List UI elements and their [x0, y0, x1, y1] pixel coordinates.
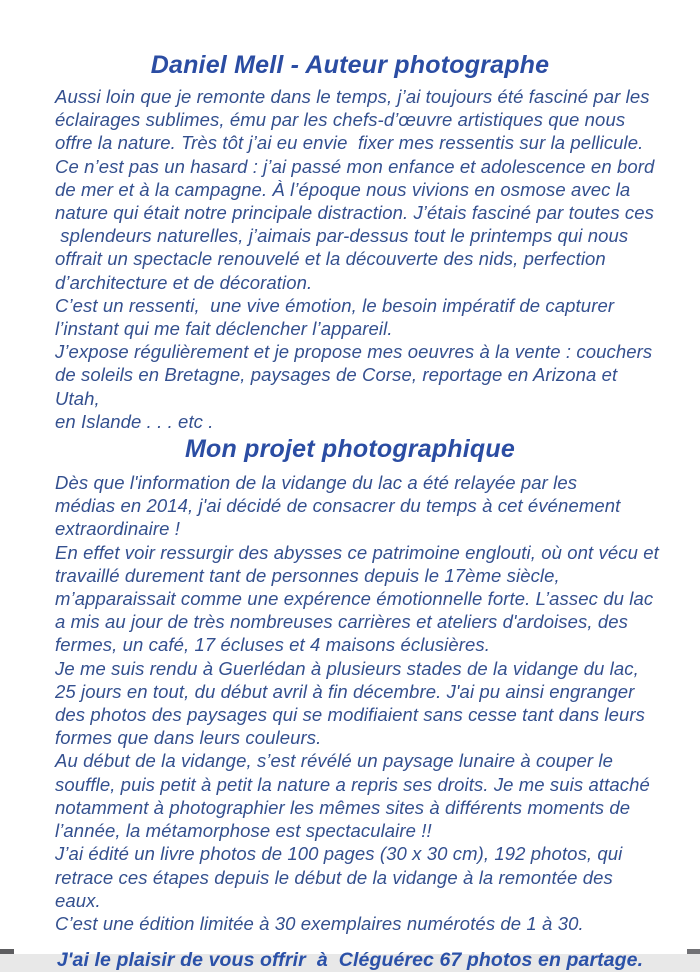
- text-line: en Islande . . . etc .: [55, 410, 214, 432]
- text-line: médias en 2014, j'ai décidé de consacrer du temps à cet événement: [55, 495, 621, 517]
- text-line: offre la nature. Très tôt j’ai eu envie fixer mes ressentis sur la pellicule.: [55, 132, 644, 154]
- text-line: éclairages sublimes, ému par les chefs-d’œuvre artistiques que nous: [55, 109, 626, 131]
- text-line: nature qui était notre principale distraction. J’étais fasciné par toutes ces: [55, 202, 654, 224]
- text-line: Aussi loin que je remonte dans le temps, j’ai toujours été fasciné par les: [55, 86, 650, 107]
- paragraph-photo-project: [0, 471, 700, 935]
- text-line: 25 jours en tout, du début avril à fin décembre. J'ai pu ainsi engranger: [55, 680, 635, 702]
- text-line: Ce n’est pas un hasard : j’ai passé mon enfance et adolescence en bord: [55, 155, 655, 177]
- closing-statement: J'ai le plaisir de vous offrir à Cléguérec 67 photos en partage.: [56, 949, 644, 972]
- page-title-author: Daniel Mell - Auteur photographe: [150, 51, 550, 79]
- text-line: Je me suis rendu à Guerlédan à plusieurs stades de la vidange du lac,: [55, 657, 639, 679]
- text-line: retrace ces étapes depuis le début de la vidange à la remontée des eaux.: [55, 866, 619, 911]
- section-heading-project: Mon projet photographique: [185, 435, 515, 464]
- text-line: fermes, un café, 17 écluses et 4 maisons éclusières.: [55, 634, 491, 656]
- text-line: de mer et à la campagne. À l’époque nous vivions en osmose avec la: [55, 178, 631, 200]
- text-line: extraordinaire !: [55, 518, 180, 540]
- text-line: formes que dans leurs couleurs.: [55, 727, 322, 749]
- text-line: m’apparaissait comme une expérence émotionnelle forte. L’assec du lac: [55, 588, 654, 610]
- text-line: J’ai édité un livre photos de 100 pages (30 x 30 cm), 192 photos, qui: [55, 843, 623, 865]
- text-line: Dès que l'information de la vidange du lac a été relayée par les: [55, 472, 578, 494]
- text-line: notamment à photographier les mêmes sites à différents moments de: [55, 796, 631, 818]
- text-line: travaillé durement tant de personnes depuis le 17ème siècle,: [55, 564, 560, 586]
- text-line: En effet voir ressurgir des abysses ce patrimoine englouti, où ont vécu et: [55, 541, 659, 563]
- text-line: Au début de la vidange, s’est révélé un paysage lunaire à couper le: [55, 750, 613, 772]
- text-line: d’architecture et de décoration.: [55, 271, 313, 293]
- text-line: a mis au jour de très nombreuses carrières et ateliers d'ardoises, des: [55, 611, 628, 633]
- text-line: des photos des paysages qui se modifiaient sans cesse tant dans leurs: [55, 704, 646, 726]
- paragraph-author-bio: [0, 85, 700, 433]
- text-line: J’expose régulièrement et je propose mes oeuvres à la vente : couchers: [55, 341, 653, 363]
- text-line: C’est un ressenti, une vive émotion, le besoin impératif de capturer: [55, 294, 615, 316]
- scan-artifact-bottom-left: [0, 949, 14, 954]
- text-line: offrait un spectacle renouvelé et la découverte des nids, perfection: [55, 248, 606, 270]
- text-line: l’année, la métamorphose est spectaculaire !!: [55, 820, 432, 842]
- text-line: de soleils en Bretagne, paysages de Corse, reportage en Arizona et Utah,: [55, 364, 623, 409]
- text-line: C’est une édition limitée à 30 exemplaires numérotés de 1 à 30.: [55, 912, 584, 934]
- text-line: splendeurs naturelles, j’aimais par-dessus tout le printemps qui nous: [55, 225, 629, 247]
- text-line: souffle, puis petit à petit la nature a repris ses droits. Je me suis attaché: [55, 773, 650, 795]
- scan-artifact-bottom-right: [687, 949, 700, 954]
- text-line: l’instant qui me fait déclencher l’appareil.: [55, 318, 393, 340]
